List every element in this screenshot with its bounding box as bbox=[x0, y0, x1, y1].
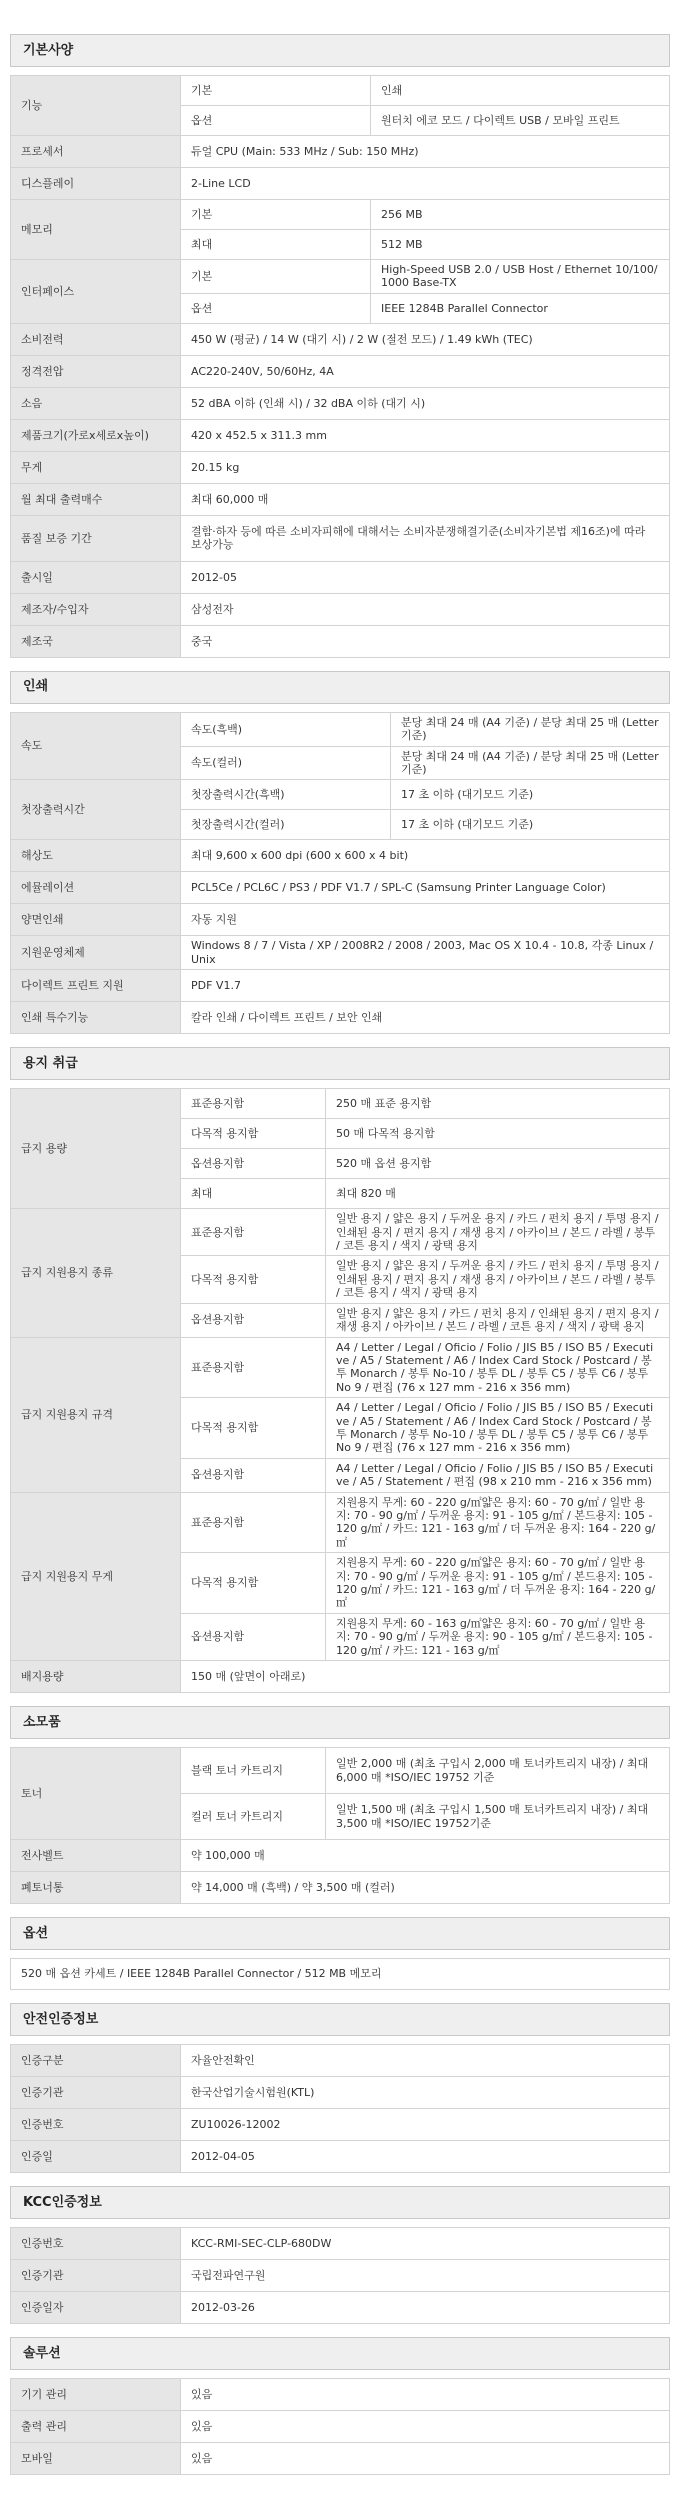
table-row bbox=[11, 451, 670, 483]
row-label: 기기 관리 bbox=[11, 2379, 181, 2411]
value-cell: 있음 bbox=[181, 2411, 670, 2443]
value-cell: 최대 820 매 bbox=[326, 1179, 670, 1209]
table-row bbox=[11, 1089, 670, 1119]
section-print bbox=[10, 671, 670, 1034]
sub-label: 옵션 bbox=[181, 293, 371, 323]
value-cell: 자동 지원 bbox=[181, 904, 670, 936]
table-row bbox=[11, 1337, 670, 1398]
value-cell: 삼성전자 bbox=[181, 593, 670, 625]
value-cell: A4 / Letter / Legal / Oficio / Folio / JIS B5 / ISO B5 / Executive / A5 / Statement / A6 / Index Card Stock / Postcard / 봉투 Monarch / 봉투 No-10 / 봉투 DL / 봉투 C5 / 봉투 C6 / 봉투 No 9 / 편집 (76 x 127 mm - 216 x 356 mm) bbox=[326, 1337, 670, 1398]
sub-label: 다목적 용지함 bbox=[181, 1256, 326, 1303]
value-cell: 국립전파연구원 bbox=[181, 2260, 670, 2292]
row-label: 월 최대 출력매수 bbox=[11, 483, 181, 515]
table-row bbox=[11, 76, 670, 106]
table-row bbox=[11, 561, 670, 593]
section-title: 인쇄 bbox=[10, 671, 670, 704]
section-title: 기본사양 bbox=[10, 34, 670, 67]
value-cell: Windows 8 / 7 / Vista / XP / 2008R2 / 2008 / 2003, Mac OS X 10.4 - 10.8, 각종 Linux / Unix bbox=[181, 936, 670, 970]
section-paper bbox=[10, 1047, 670, 1693]
section-solutions bbox=[10, 2337, 670, 2475]
sub-label: 최대 bbox=[181, 1179, 326, 1209]
row-label: 급지 지원용지 규격 bbox=[11, 1337, 181, 1492]
row-label: 인터페이스 bbox=[11, 260, 181, 324]
table-row bbox=[11, 387, 670, 419]
sub-label: 기본 bbox=[181, 200, 371, 230]
row-label: 출력 관리 bbox=[11, 2411, 181, 2443]
table-row bbox=[11, 355, 670, 387]
spec-table bbox=[10, 2227, 670, 2324]
spec-table bbox=[10, 2044, 670, 2173]
value-cell: 지원용지 무게: 60 - 220 g/㎡얇은 용지: 60 - 70 g/㎡ / 일반 용지: 70 - 90 g/㎡ / 두꺼운 용지: 91 - 105 g/㎡ / 본드용지: 105 - 120 g/㎡ / 카드: 121 - 163 g/㎡ / 더 두꺼운 용지: 164 - 220 g/㎡ bbox=[326, 1553, 670, 1614]
table-row bbox=[11, 1748, 670, 1794]
sub-label: 옵션용지함 bbox=[181, 1149, 326, 1179]
value-cell: 150 매 (앞면이 아래로) bbox=[181, 1661, 670, 1693]
value-cell: 17 초 이하 (대기모드 기준) bbox=[391, 810, 670, 840]
section-basic bbox=[10, 34, 670, 658]
sub-label: 다목적 용지함 bbox=[181, 1553, 326, 1614]
value-cell: 일반 용지 / 얇은 용지 / 두꺼운 용지 / 카드 / 펀치 용지 / 투명 용지 / 인쇄된 용지 / 편지 용지 / 재생 용지 / 아카이브 / 본드 / 라벨 / 봉투 / 코튼 용지 / 색지 / 광택 용지 bbox=[326, 1209, 670, 1256]
value-cell: 420 x 452.5 x 311.3 mm bbox=[181, 419, 670, 451]
row-label: 메모리 bbox=[11, 200, 181, 260]
sub-label: 블랙 토너 카트리지 bbox=[181, 1748, 326, 1794]
row-label: 정격전압 bbox=[11, 355, 181, 387]
sub-label: 기본 bbox=[181, 76, 371, 106]
table-row bbox=[11, 1209, 670, 1256]
section-title: 소모품 bbox=[10, 1706, 670, 1739]
sub-label: 표준용지함 bbox=[181, 1337, 326, 1398]
value-cell: 2012-03-26 bbox=[181, 2292, 670, 2324]
table-row bbox=[11, 2228, 670, 2260]
sub-label: 옵션용지함 bbox=[181, 1458, 326, 1492]
sub-label: 옵션 bbox=[181, 106, 371, 136]
row-label: 배지용량 bbox=[11, 1661, 181, 1693]
row-label: 제조국 bbox=[11, 625, 181, 657]
table-row bbox=[11, 2379, 670, 2411]
row-label: 출시일 bbox=[11, 561, 181, 593]
row-label: 인증일 bbox=[11, 2141, 181, 2173]
sub-label: 첫장출력시간(컬러) bbox=[181, 810, 391, 840]
table-row bbox=[11, 625, 670, 657]
row-label: 전사벨트 bbox=[11, 1840, 181, 1872]
table-row bbox=[11, 780, 670, 810]
section-title: 옵션 bbox=[10, 1917, 670, 1950]
value-cell: 결함·하자 등에 따른 소비자피해에 대해서는 소비자분쟁해결기준(소비자기본법 제16조)에 따라 보상가능 bbox=[181, 515, 670, 561]
value-cell: ZU10026-12002 bbox=[181, 2109, 670, 2141]
value-cell: 2-Line LCD bbox=[181, 168, 670, 200]
value-cell: 약 100,000 매 bbox=[181, 1840, 670, 1872]
value-cell: AC220-240V, 50/60Hz, 4A bbox=[181, 355, 670, 387]
value-cell: 450 W (평균) / 14 W (대기 시) / 2 W (절전 모드) / 1.49 kWh (TEC) bbox=[181, 323, 670, 355]
value-cell: 약 14,000 매 (흑백) / 약 3,500 매 (컬러) bbox=[181, 1872, 670, 1904]
value-cell: 50 매 다목적 용지함 bbox=[326, 1119, 670, 1149]
spec-table bbox=[10, 712, 670, 1034]
sub-label: 다목적 용지함 bbox=[181, 1398, 326, 1459]
row-label: 인증구분 bbox=[11, 2045, 181, 2077]
value-cell: 2012-05 bbox=[181, 561, 670, 593]
row-label: 인쇄 특수기능 bbox=[11, 1002, 181, 1034]
table-row bbox=[11, 1840, 670, 1872]
row-label: 모바일 bbox=[11, 2443, 181, 2475]
value-cell: 최대 60,000 매 bbox=[181, 483, 670, 515]
value-cell: IEEE 1284B Parallel Connector bbox=[371, 293, 670, 323]
sub-label: 표준용지함 bbox=[181, 1492, 326, 1553]
value-cell: 20.15 kg bbox=[181, 451, 670, 483]
value-cell: 있음 bbox=[181, 2443, 670, 2475]
table-row bbox=[11, 323, 670, 355]
value-cell: 2012-04-05 bbox=[181, 2141, 670, 2173]
value-cell: 512 MB bbox=[371, 230, 670, 260]
value-cell: 원터치 에코 모드 / 다이렉트 USB / 모바일 프린트 bbox=[371, 106, 670, 136]
value-cell: 자율안전확인 bbox=[181, 2045, 670, 2077]
sub-label: 옵션용지함 bbox=[181, 1613, 326, 1660]
row-label: 폐토너통 bbox=[11, 1872, 181, 1904]
table-row bbox=[11, 872, 670, 904]
row-label: 품질 보증 기간 bbox=[11, 515, 181, 561]
spec-table bbox=[10, 1747, 670, 1904]
value-cell: 일반 용지 / 얇은 용지 / 카드 / 펀치 용지 / 인쇄된 용지 / 편지 용지 / 재생 용지 / 아카이브 / 본드 / 라벨 / 코튼 용지 / 색지 / 광택 용지 bbox=[326, 1303, 670, 1337]
table-row bbox=[11, 168, 670, 200]
value-cell: 일반 1,500 매 (최초 구입시 1,500 매 토너카트리지 내장) / 최대 3,500 매 *ISO/IEC 19752기준 bbox=[326, 1794, 670, 1840]
sub-label: 옵션용지함 bbox=[181, 1303, 326, 1337]
table-row bbox=[11, 2260, 670, 2292]
row-label: 속도 bbox=[11, 712, 181, 780]
row-label: 제조자/수입자 bbox=[11, 593, 181, 625]
table-row bbox=[11, 712, 670, 746]
section-title: 솔루션 bbox=[10, 2337, 670, 2370]
row-label: 해상도 bbox=[11, 840, 181, 872]
spec-table bbox=[10, 75, 670, 658]
sub-label: 표준용지함 bbox=[181, 1209, 326, 1256]
value-cell: PDF V1.7 bbox=[181, 970, 670, 1002]
table-row bbox=[11, 1661, 670, 1693]
value-cell: 17 초 이하 (대기모드 기준) bbox=[391, 780, 670, 810]
section-safety bbox=[10, 2003, 670, 2173]
row-label: 인증기관 bbox=[11, 2077, 181, 2109]
section-kcc bbox=[10, 2186, 670, 2324]
sub-label: 첫장출력시간(흑백) bbox=[181, 780, 391, 810]
row-label: 토너 bbox=[11, 1748, 181, 1840]
table-row bbox=[11, 936, 670, 970]
sub-label: 표준용지함 bbox=[181, 1089, 326, 1119]
row-label: 디스플레이 bbox=[11, 168, 181, 200]
value-cell: 520 매 옵션 용지함 bbox=[326, 1149, 670, 1179]
table-row bbox=[11, 2443, 670, 2475]
row-label: 급지 용량 bbox=[11, 1089, 181, 1209]
value-cell: 지원용지 무게: 60 - 163 g/㎡얇은 용지: 60 - 70 g/㎡ / 일반 용지: 70 - 90 g/㎡ / 두꺼운 용지: 90 - 105 g/㎡ / 본드용지: 105 - 120 g/㎡ / 카드: 121 - 163 g/㎡ bbox=[326, 1613, 670, 1660]
row-label: 다이렉트 프린트 지원 bbox=[11, 970, 181, 1002]
table-row bbox=[11, 136, 670, 168]
value-cell: 있음 bbox=[181, 2379, 670, 2411]
value-cell: 최대 9,600 x 600 dpi (600 x 600 x 4 bit) bbox=[181, 840, 670, 872]
sub-label: 기본 bbox=[181, 260, 371, 294]
table-row bbox=[11, 1492, 670, 1553]
table-row bbox=[11, 2077, 670, 2109]
row-label: 기능 bbox=[11, 76, 181, 136]
table-row bbox=[11, 970, 670, 1002]
table-row bbox=[11, 840, 670, 872]
table-row bbox=[11, 515, 670, 561]
section-title: KCC인증정보 bbox=[10, 2186, 670, 2219]
value-cell: 지원용지 무게: 60 - 220 g/㎡얇은 용지: 60 - 70 g/㎡ / 일반 용지: 70 - 90 g/㎡ / 두꺼운 용지: 91 - 105 g/㎡ / 본드용지: 105 - 120 g/㎡ / 카드: 121 - 163 g/㎡ / 더 두꺼운 용지: 164 - 220 g/㎡ bbox=[326, 1492, 670, 1553]
options-text: 520 매 옵션 카세트 / IEEE 1284B Parallel Connector / 512 MB 메모리 bbox=[10, 1958, 670, 1990]
value-cell: A4 / Letter / Legal / Oficio / Folio / JIS B5 / ISO B5 / Executive / A5 / Statement / A6 / Index Card Stock / Postcard / 봉투 Monarch / 봉투 No-10 / 봉투 DL / 봉투 C5 / 봉투 C6 / 봉투 No 9 / 편집 (76 x 127 mm - 216 x 356 mm) bbox=[326, 1398, 670, 1459]
value-cell: 칼라 인쇄 / 다이렉트 프린트 / 보안 인쇄 bbox=[181, 1002, 670, 1034]
table-row bbox=[11, 200, 670, 230]
row-label: 제품크기(가로x세로x높이) bbox=[11, 419, 181, 451]
sub-label: 속도(컬러) bbox=[181, 746, 391, 780]
value-cell: 256 MB bbox=[371, 200, 670, 230]
value-cell: 250 매 표준 용지함 bbox=[326, 1089, 670, 1119]
sub-label: 속도(흑백) bbox=[181, 712, 391, 746]
value-cell: 중국 bbox=[181, 625, 670, 657]
row-label: 에뮬레이션 bbox=[11, 872, 181, 904]
row-label: 인증기관 bbox=[11, 2260, 181, 2292]
value-cell: 일반 용지 / 얇은 용지 / 두꺼운 용지 / 카드 / 펀치 용지 / 투명 용지 / 인쇄된 용지 / 편지 용지 / 재생 용지 / 아카이브 / 본드 / 라벨 / 봉투 / 코튼 용지 / 색지 / 광택 용지 bbox=[326, 1256, 670, 1303]
value-cell: 듀얼 CPU (Main: 533 MHz / Sub: 150 MHz) bbox=[181, 136, 670, 168]
value-cell: 52 dBA 이하 (인쇄 시) / 32 dBA 이하 (대기 시) bbox=[181, 387, 670, 419]
section-consumables bbox=[10, 1706, 670, 1904]
table-row bbox=[11, 260, 670, 294]
table-row bbox=[11, 1002, 670, 1034]
table-row bbox=[11, 2045, 670, 2077]
table-row bbox=[11, 2292, 670, 2324]
row-label: 소비전력 bbox=[11, 323, 181, 355]
value-cell: 분당 최대 24 매 (A4 기준) / 분당 최대 25 매 (Letter 기준) bbox=[391, 712, 670, 746]
table-row bbox=[11, 904, 670, 936]
table-row bbox=[11, 2109, 670, 2141]
table-row bbox=[11, 2141, 670, 2173]
section-title: 용지 취급 bbox=[10, 1047, 670, 1080]
row-label: 인증번호 bbox=[11, 2228, 181, 2260]
row-label: 급지 지원용지 무게 bbox=[11, 1492, 181, 1660]
table-row bbox=[11, 2411, 670, 2443]
row-label: 급지 지원용지 종류 bbox=[11, 1209, 181, 1337]
value-cell: High-Speed USB 2.0 / USB Host / Ethernet 10/100/1000 Base-TX bbox=[371, 260, 670, 294]
value-cell: 한국산업기술시험원(KTL) bbox=[181, 2077, 670, 2109]
table-row bbox=[11, 419, 670, 451]
table-row bbox=[11, 483, 670, 515]
value-cell: 인쇄 bbox=[371, 76, 670, 106]
row-label: 양면인쇄 bbox=[11, 904, 181, 936]
section-title: 안전인증정보 bbox=[10, 2003, 670, 2036]
sub-label: 다목적 용지함 bbox=[181, 1119, 326, 1149]
value-cell: A4 / Letter / Legal / Oficio / Folio / JIS B5 / ISO B5 / Executive / A5 / Statement / 편집 (98 x 210 mm - 216 x 356 mm) bbox=[326, 1458, 670, 1492]
section-options bbox=[10, 1917, 670, 1990]
value-cell: 분당 최대 24 매 (A4 기준) / 분당 최대 25 매 (Letter 기준) bbox=[391, 746, 670, 780]
table-row bbox=[11, 1872, 670, 1904]
value-cell: PCL5Ce / PCL6C / PS3 / PDF V1.7 / SPL-C (Samsung Printer Language Color) bbox=[181, 872, 670, 904]
row-label: 인증일자 bbox=[11, 2292, 181, 2324]
row-label: 인증번호 bbox=[11, 2109, 181, 2141]
value-cell: KCC-RMI-SEC-CLP-680DW bbox=[181, 2228, 670, 2260]
sub-label: 최대 bbox=[181, 230, 371, 260]
row-label: 첫장출력시간 bbox=[11, 780, 181, 840]
row-label: 소음 bbox=[11, 387, 181, 419]
spec-table bbox=[10, 2378, 670, 2475]
row-label: 프로세서 bbox=[11, 136, 181, 168]
table-row bbox=[11, 593, 670, 625]
sub-label: 컬러 토너 카트리지 bbox=[181, 1794, 326, 1840]
row-label: 지원운영체제 bbox=[11, 936, 181, 970]
row-label: 무게 bbox=[11, 451, 181, 483]
value-cell: 일반 2,000 매 (최초 구입시 2,000 매 토너카트리지 내장) / 최대 6,000 매 *ISO/IEC 19752 기준 bbox=[326, 1748, 670, 1794]
spec-table bbox=[10, 1088, 670, 1693]
